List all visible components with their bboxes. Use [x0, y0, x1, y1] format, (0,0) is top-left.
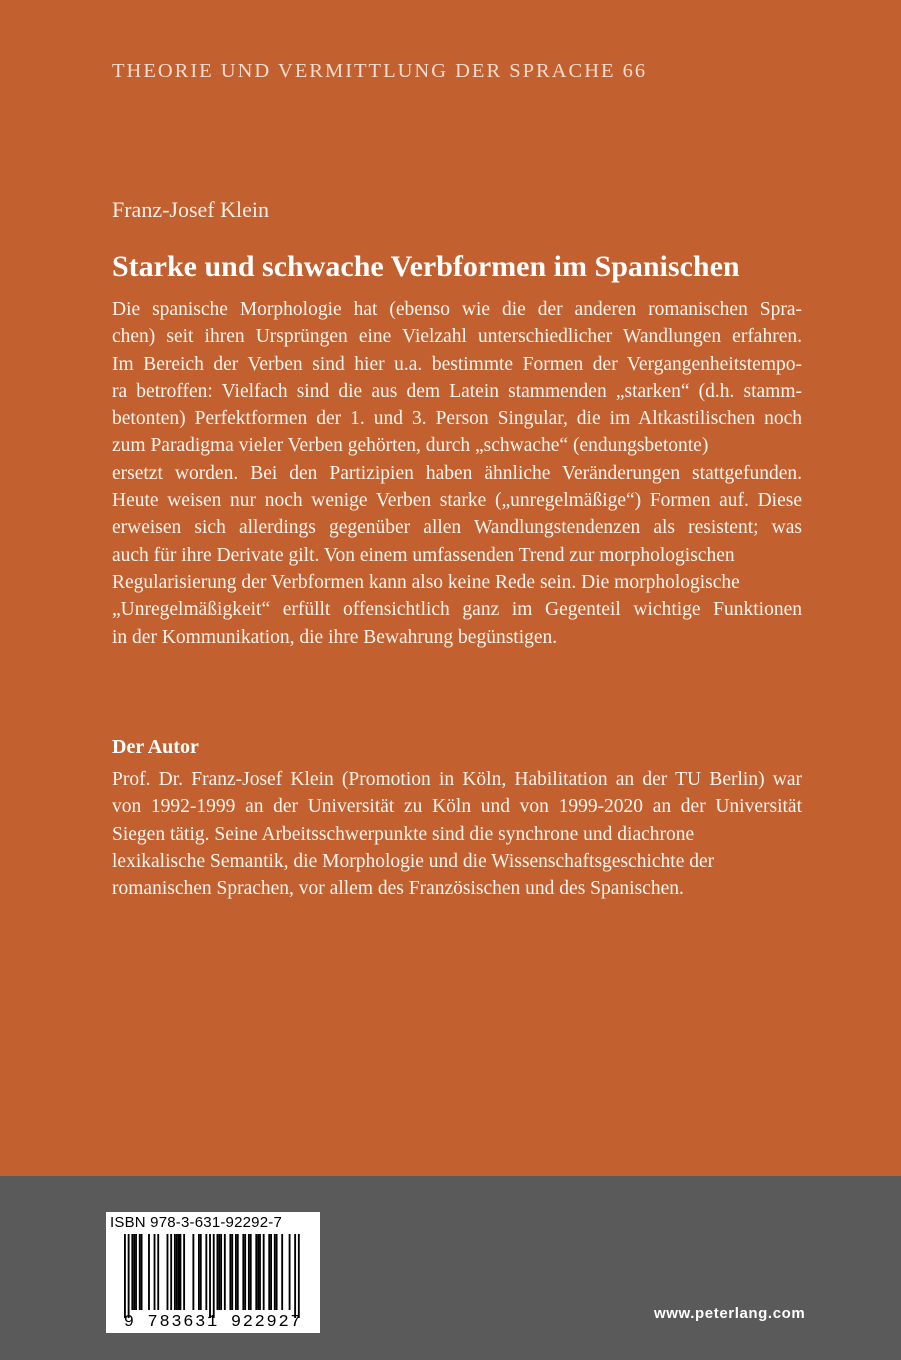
- blurb-line: Die spanische Morphologie hat (ebenso wie die der anderen romanischen Spra-: [112, 299, 802, 320]
- blurb-line: Heute weisen nur noch wenige Verben starke („unregelmäßige“) Formen auf. Diese: [112, 490, 802, 512]
- barcode-bar: [170, 1234, 172, 1310]
- blurb: [112, 296, 802, 651]
- barcode-bar: [259, 1234, 261, 1310]
- barcode-bar: [205, 1234, 207, 1310]
- barcode-bar: [231, 1234, 233, 1310]
- about-line: Siegen tätig. Seine Arbeitsschwerpunkte sind die synchrone und diachrone: [112, 823, 695, 845]
- barcode-bar: [139, 1234, 141, 1310]
- barcode-bar: [270, 1234, 272, 1310]
- barcode-bar: [229, 1234, 231, 1310]
- blurb-line: Regularisierung der Verbformen kann also keine Rede sein. Die morphologische: [112, 571, 740, 593]
- blurb-line: auch für ihre Derivate gilt. Von einem umfassenden Trend zur morphologischen: [112, 544, 735, 566]
- barcode-bar: [133, 1234, 135, 1310]
- barcode-bar: [220, 1234, 222, 1310]
- about-author-heading: Der Autor: [112, 736, 199, 758]
- barcode-bar: [248, 1234, 250, 1310]
- barcode-bar: [268, 1234, 270, 1310]
- barcode-bar: [294, 1234, 296, 1318]
- barcode-bar: [192, 1234, 194, 1310]
- blurb-line: ersetzt worden. Bei den Partizipien haben ähnliche Veränderungen stattgefunden.: [112, 462, 802, 484]
- barcode-bar: [213, 1234, 215, 1318]
- barcode-bar: [281, 1234, 283, 1310]
- barcode-bar: [154, 1234, 156, 1310]
- blurb-line: „Unregelmäßigkeit“ erfüllt offensichtlich ganz im Gegenteil wichtige Funktionen: [112, 599, 802, 621]
- about-line: lexikalische Semantik, die Morphologie und die Wissenschaftsgeschichte der: [112, 850, 715, 872]
- author-name: Franz-Josef Klein: [112, 197, 270, 222]
- about-line: romanischen Sprachen, vor allem des Französischen und des Spanischen.: [112, 878, 684, 900]
- barcode-bar: [250, 1234, 252, 1310]
- about-line: Prof. Dr. Franz-Josef Klein (Promotion in Köln, Habilitation an der TU Berlin) war: [112, 769, 802, 790]
- publisher-website: www.peterlang.com: [654, 1305, 806, 1322]
- barcode-bar: [176, 1234, 178, 1310]
- barcode-bar: [180, 1234, 182, 1310]
- barcode-bar: [218, 1234, 220, 1310]
- book-title: Starke und schwache Verbformen im Spanischen: [112, 250, 740, 283]
- barcode-bar: [178, 1234, 180, 1310]
- blurb-line: ra betroffen: Vielfach sind die aus dem Latein stammenden „starken“ (d.h. stamm-: [112, 380, 802, 402]
- barcode-bar: [167, 1234, 169, 1310]
- barcode: [106, 1212, 320, 1333]
- barcode-bar: [263, 1234, 265, 1310]
- barcode-bar: [148, 1234, 150, 1310]
- barcode-bar: [224, 1234, 226, 1310]
- blurb-line: chen) seit ihren Ursprüngen eine Vielzahl unterschiedlicher Wandlungen erfahren.: [112, 326, 802, 348]
- barcode-bar: [209, 1234, 211, 1318]
- barcode-bar: [128, 1234, 130, 1318]
- barcode-bar: [135, 1234, 137, 1310]
- isbn-label: ISBN 978-3-631-92292-7: [110, 1214, 283, 1231]
- barcode-bar: [298, 1234, 300, 1318]
- barcode-bar: [237, 1234, 239, 1310]
- barcode-bar: [183, 1234, 185, 1310]
- barcode-bar: [242, 1234, 244, 1310]
- blurb-line: in der Kommunikation, die ihre Bewahrung begünstigen.: [112, 626, 558, 648]
- blurb-line: erweisen sich allerdings gegenüber allen Wandlungstendenzen als resistent; was: [112, 517, 802, 539]
- barcode-bar: [131, 1234, 133, 1310]
- barcode-bar: [255, 1234, 257, 1310]
- barcode-bar: [235, 1234, 237, 1310]
- barcode-bar: [244, 1234, 246, 1310]
- barcode-digits: 9 783631 922927: [123, 1313, 303, 1332]
- blurb-line: Im Bereich der Verben sind hier u.a. bestimmte Formen der Vergangenheitstempo-: [112, 353, 802, 375]
- blurb-line: betonten) Perfektformen der 1. und 3. Person Singular, die im Altkastilischen noch: [112, 408, 802, 430]
- barcode-bar: [174, 1234, 176, 1310]
- barcode-bar: [141, 1234, 143, 1310]
- series-title: THEORIE UND VERMITTLUNG DER SPRACHE 66: [112, 60, 648, 82]
- barcode-bar: [276, 1234, 278, 1310]
- barcode-bar: [257, 1234, 259, 1310]
- barcode-bar: [289, 1234, 291, 1310]
- barcode-bar: [200, 1234, 202, 1310]
- blurb-line: zum Paradigma vieler Verben gehörten, durch „schwache“ (endungsbetonte): [112, 435, 709, 457]
- about-line: von 1992-1999 an der Universität zu Köln und von 1999-2020 an der Universität: [112, 796, 802, 818]
- barcode-bar: [198, 1234, 200, 1310]
- barcode-bar: [217, 1234, 219, 1310]
- barcode-bar: [157, 1234, 159, 1310]
- about-author-text: [112, 766, 802, 902]
- barcode-bar: [274, 1234, 276, 1310]
- barcode-bar: [124, 1234, 126, 1318]
